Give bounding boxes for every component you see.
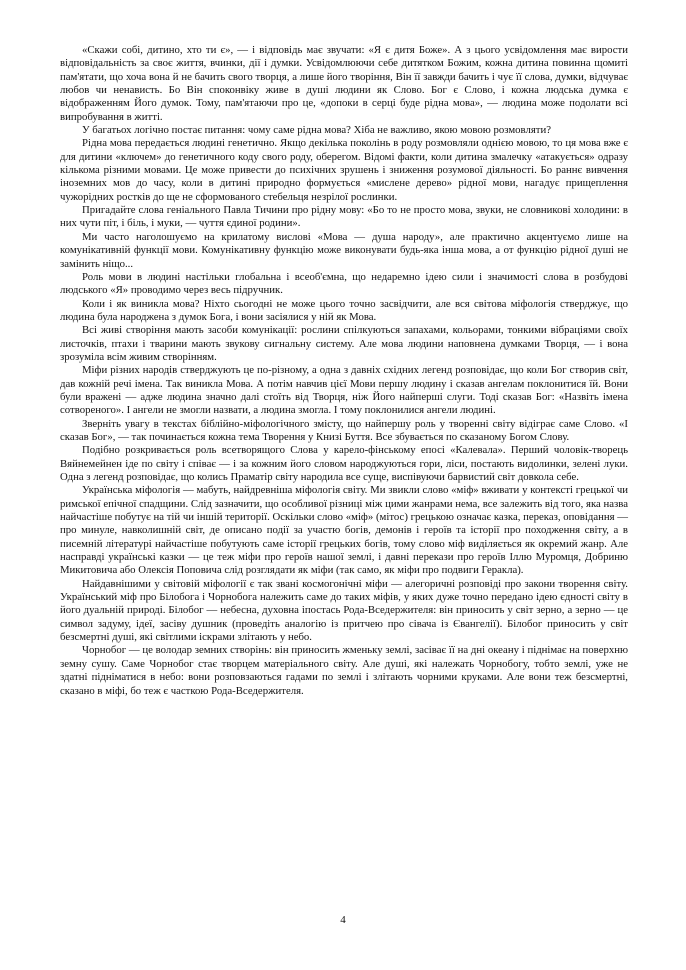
paragraph-8: Всі живі створіння мають засоби комунікації: рослини спілкуються запахами, кольорами, тонкими вібраціями своїх листочків, птахи і тварини мають звукову сигнальну систему. Але мова людини наповнена думками Творця, — і вона зрозуміла всім живим створінням. [60, 324, 628, 363]
paragraph-4: Пригадайте слова геніального Павла Тичини про рідну мову: «Бо то не просто мова, звуки, не словникові холодини: в них чути піт, і біль, і муки, — чуття єдиної родини». [60, 204, 628, 230]
paragraph-11: Подібно розкривається роль всетворящого Слова у карело-фінському епосі «Калевала». Перший чоловік-творець Вяйнемейнен іде по світу і співає — і за кожним його словом народжуються гори, ліси, постають видолинки, зелені луки. Одна з легенд розповідає, що колись Праматір світу народила все суще, виспівуючи барвистий світ довкола себе. [60, 444, 628, 483]
paragraph-13: Найдавнішими у світовій міфології є так звані космогонічні міфи — алегоричні розповіді про закони творення світу. Український міф про Білобога і Чорнобога належить саме до таких міфів, у яких дуже точно передано ідею єдності світу в його дуальній природі. Білобог — небесна, духовна іпостась Рода-Вседержителя: він приносить у світ зерно, а зерно — це символ задуму, ідеї, засіву душник (проведіть аналогію із притчею про сівача із Євангелії). Білобог приносить у світ безсмертні душі, які світлими іскрами злітають у небо. [60, 577, 628, 644]
paragraph-3: Рідна мова передається людині генетично. Якщо декілька поколінь в роду розмовляли однією мовою, то ця мова вже є для дитини «ключем» до генетичного коду свого роду, оберегом. Відомі факти, коли дитина змалечку «атакується» одразу кількома різними мовами. Це може привести до психічних зрушень і зниження розумової діяльності. Бо раннє вивчення іноземних мов до часу, коли в дитині природно формується «мислене дерево» рідної мови, нагадує прищеплення чужорідних ростків до ще не сформованого стебельця незрілої рослинки. [60, 137, 628, 203]
paragraph-10: Зверніть увагу в текстах біблійно-міфологічного змісту, що найпершу роль у творенні світу відіграє саме Слово. «І сказав Бог», — так починається кожна тема Творення у Книзі Буття. Все збувається по сказаному Богом Слову. [60, 417, 628, 443]
paragraph-5: Ми часто наголошуємо на крилатому вислові «Мова — душа народу», але практично акцентуємо лише на комунікативній функції мови. Комунікативну функцію може виконувати будь-яка інша мова, а от функцію рідної душі не замінить ніщо... [60, 230, 628, 270]
paragraph-9: Міфи різних народів стверджують це по-різному, а одна з давніх східних легенд розповідає, що коли Бог створив світ, дав кожній речі імена. Так виникла Мова. А потім навчив цієї Мови першу людину і сказав ангелам поклонитися їй. Вони були вражені — адже людина значно далі стоїть від Творця, ніж Його найперші слуги. Тоді сказав Бог: «Назвіть імена сотвореного». І ангели не змогли назвати, а людина змогла. І тому поклонилися ангели людині. [60, 364, 628, 417]
body-text [60, 44, 628, 698]
paragraph-6: Роль мови в людині настільки глобальна і всеоб'ємна, що недаремно ідею сили і значимості слова в розбудові людського «Я» проводимо через весь підручник. [60, 270, 628, 297]
paragraph-2: У багатьох логічно постає питання: чому саме рідна мова? Хіба не важливо, якою мовою розмовляти? [82, 124, 552, 137]
paragraph-1: «Скажи собі, дитино, хто ти є», — і відповідь має звучати: «Я є дитя Боже». А з цього усвідомлення має вирости відповідальність за своє життя, вчинки, дії і думки. Усвідомлюючи себе дитятком Божим, кожна дитина повинна щомиті пам'ятати, що хоча вона й не бачить свого творця, а лише його творіння, Він її завжди бачить і чує її слова, думки, відчуває любов чи ненависть. Бо Він споконвіку живе в душі людини як Слово. Бог є Слово, і кожна людська думка є відображенням Його думок. Тому, пам'ятаючи про це, «допоки в серці буде рідна мова», — людина може подолати всі випробування в житті. [60, 44, 628, 123]
paragraph-12: Українська міфологія — мабуть, найдревніша міфологія світу. Ми звикли слово «міф» вживати у контексті грецької чи римської епічної спадщини. Слід зазначити, що особливої різниці між цими жанрами нема, все залежить від того, яка назва найчастіше побутує на тій чи іншій території. Оскільки слово «міф» (мітос) грецькою означає казка, переказ, оповідання — про минуле, навколишній світ, де описано події за участю богів, демонів і героїв та історії про походження світу, а в писемній літературі найчастіше побутують саме історії грецьких богів, тому слово міф виділяється як окремий жанр. Але насправді українські казки — це теж міфи про героїв нашої землі, і давні перекази про героїв Іллю Муромця, Добриню Микитовича або Олексія Поповича слід розглядати як міфи (так само, як міфи про подвиги Геракла). [60, 484, 628, 577]
paragraph-14: Чорнобог — це володар земних створінь: він приносить жменьку землі, засіває її на дні океану і піднімає на поверхню земну сушу. Саме Чорнобог стає творцем матеріального світу. Але душі, які належать Чорнобогу, тобто землі, уже не здатні підніматися в небо: вони розповзаються гадами по землі і злітають чорними круками. Але вони теж безсмертні, сказано в міфі, бо теж є часткою Рода-Вседержителя. [60, 644, 628, 697]
paragraph-7: Коли і як виникла мова? Ніхто сьогодні не може цього точно засвідчити, але вся світова міфологія стверджує, що людина була народжена з думок Бога, і вони засіялися у ній як Мова. [60, 297, 628, 323]
page-number: 4 [340, 914, 346, 926]
